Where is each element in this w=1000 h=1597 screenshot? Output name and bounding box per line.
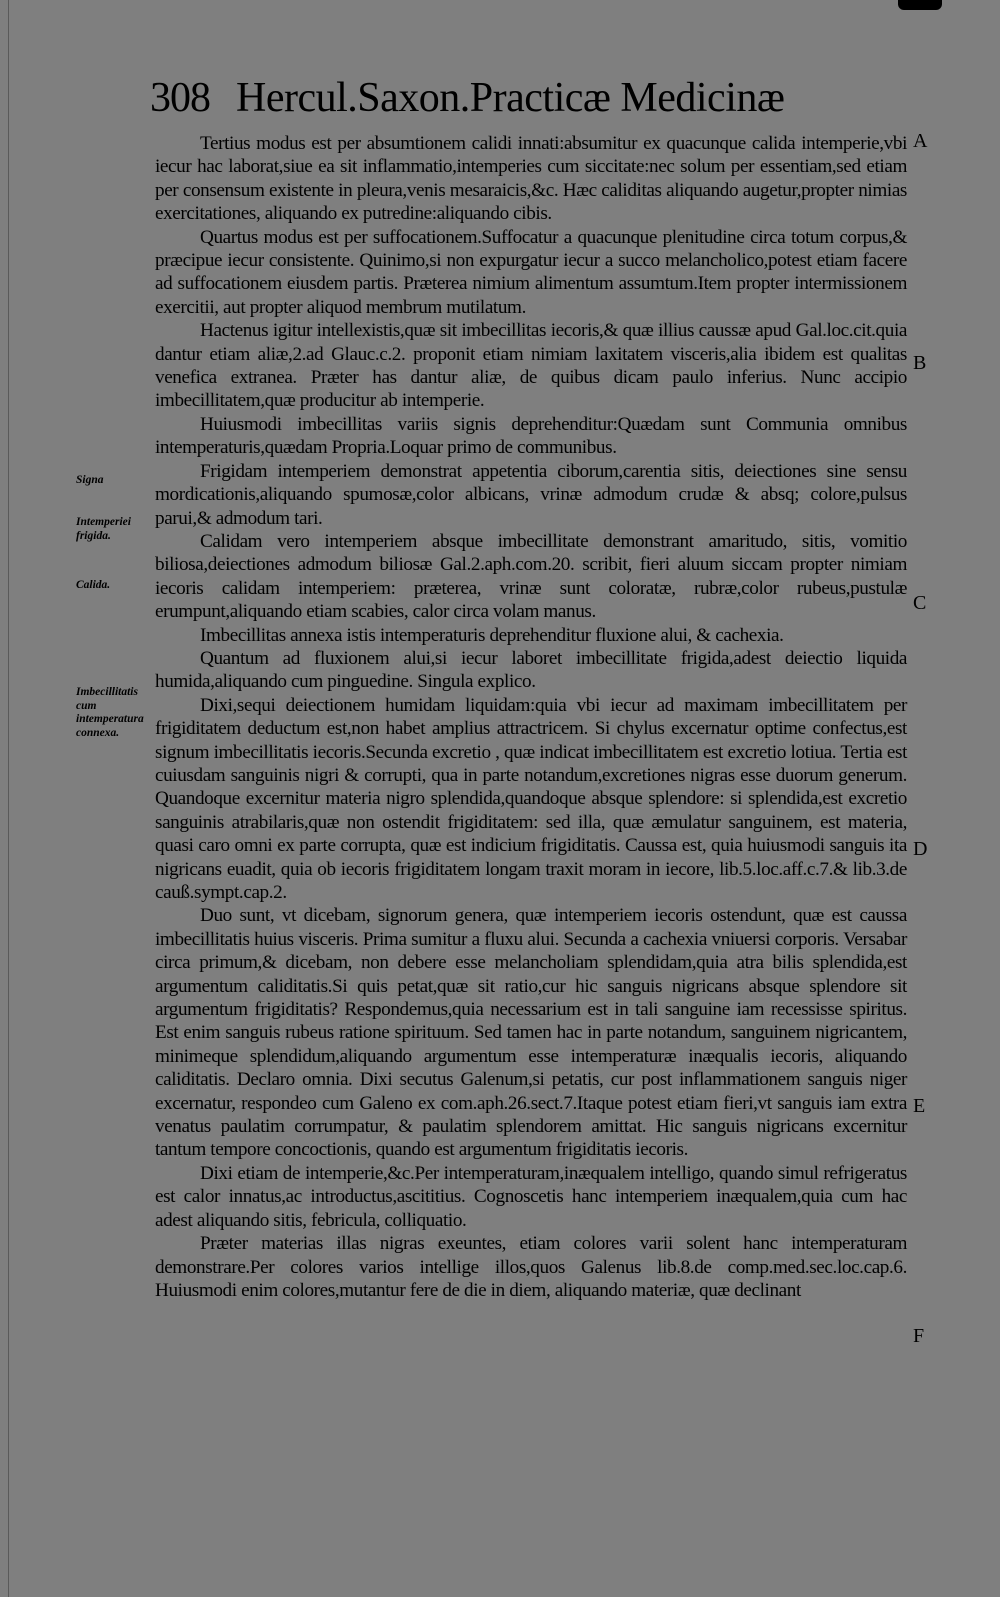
running-head: Hercul.Saxon.Practicæ Medicinæ xyxy=(236,75,785,121)
margin-note-intemperiei-frigidae: Intemperiei frigida. xyxy=(76,516,131,542)
body-text xyxy=(155,132,907,1302)
paragraph: Præter materias illas nigras exeuntes, etiam colores varii solent hanc intemperaturam demonstrare.Per colores varios intellige illos,quos Galenus lib.8.de comp.med.sec.loc.cap.6. Huiusmodi enim colores,mutantur fere de die in diem, aliquando materiæ, quæ declinant xyxy=(155,1233,907,1301)
margin-note-imbecillitatis: Imbecillitatis cum intemperatura connexa. xyxy=(76,686,144,739)
section-letter-b: B xyxy=(913,352,927,374)
corner-ink-mark xyxy=(898,0,942,10)
paragraph: Tertius modus est per absumtionem calidi innati:absumitur ex quacunque calida intemperie,vbi iecur hac laborat,siue ea sit inflammatio,intemperies cum siccitate:nec solum per essentiam,sed etiam per consensum existente in pleura,venis mesaraicis,&c. Hæc caliditas aliquando augetur,propter nimias exercitationes, aliquando ex putredine:aliquando cibis. xyxy=(155,133,907,225)
paragraph: Hactenus igitur intellexistis,quæ sit imbecillitas iecoris,& quæ illius caussæ apud Gal.loc.cit.quia dantur etiam aliæ,2.ad Glauc.c.2. proponit etiam nimiam laxitatem visceris,alia ibidem est qualitas venefica extranea. Præter has dantur aliæ, de quibus dicam paulo inferius. Nunc accipio imbecillitatem,quæ producitur ab intemperie. xyxy=(155,320,907,412)
section-letter-d: D xyxy=(913,838,928,860)
margin-note-calida: Calida. xyxy=(76,579,111,591)
section-letter-a: A xyxy=(913,130,928,152)
section-letter-e: E xyxy=(913,1095,926,1117)
paragraph: Huiusmodi imbecillitas variis signis deprehenditur:Quædam sunt Communia omnibus intemperaturis,quædam Propria.Loquar primo de communibus. xyxy=(155,413,907,459)
section-letter-f: F xyxy=(913,1325,925,1347)
paragraph: Imbecillitas annexa istis intemperaturis deprehenditur fluxione alui, & cachexia. xyxy=(200,624,784,646)
paragraph: Dixi,sequi deiectionem humidam liquidam:quia vbi iecur ad maximam imbecillitatem per frigiditatem deductum est,non habet amplius attractricem. Si chylus excernatur optime confectus,est signum imbecillitatis iecoris.Secunda excretio , quæ indicat imbecillitatem est excretio lotiua. Tertia est cuiusdam sanguinis nigri & corrupti, qua in parte notandum,excretiones nigras esse duorum generum. Quandoque excernitur materia nigro splendida,quandoque absque splendore: si splendida,est excretio sanguinis atrabilaris,quæ non ostendit frigiditatem: sed illa, quæ æmulatur sanguinem, est materia, quasi caro omni ex parte corrupta, quæ est indicium frigiditatis. Caussa est, quia huiusmodi sanguis ita nigricans euadit, quia ob iecoris frigiditatem longam traxit moram in iecore, lib.5.loc.aff.c.7.& lib.3.de cauß.sympt.cap.2. xyxy=(155,694,907,903)
margin-note-signa: Signa xyxy=(76,474,104,486)
paragraph: Frigidam intemperiem demonstrat appetentia ciborum,carentia sitis, deiectiones sine sensu mordicationis,aliquando spumosæ,color albicans, vrinæ admodum crudæ & absq; colore,pulsus parui,& admodum tari. xyxy=(155,460,907,529)
paragraph: Quantum ad fluxionem alui,si iecur laboret imbecillitate frigida,adest deiectio liquida humida,aliquando cum pinguedine. Singula explico. xyxy=(155,647,907,693)
page-header xyxy=(150,74,940,134)
paragraph: Quartus modus est per suffocationem.Suffocatur a quacunque plenitudine circa totum corpus,& præcipue iecur consistente. Quinimo,si non expurgatur iecur a succo melancholico,potest etiam facere ad suffocationem eiusdem partis. Præterea nimium alimentum assumtum.Item propter intermissionem exercitii, aut propter aliquod membrum mutilatum. xyxy=(155,226,907,318)
page-number: 308 xyxy=(150,75,210,121)
section-letter-c: C xyxy=(913,592,927,614)
page-edge-line xyxy=(8,0,9,1597)
paragraph: Calidam vero intemperiem absque imbecillitate demonstrant amaritudo, sitis, vomitio biliosa,deiectiones admodum biliosæ Gal.2.aph.com.20. scribit, fieri aluum siccam propter nimiam iecoris calidam intemperiem: præterea, vrinæ sunt coloratæ, rubræ,color rubeus,pustulæ erumpunt,aliquando etiam scabies, calor circa volam manus. xyxy=(155,530,907,623)
paragraph: Duo sunt, vt dicebam, signorum genera, quæ intemperiem iecoris ostendunt, quæ est caussa imbecillitatis huius visceris. Prima sumitur a fluxu alui. Secunda a cachexia vniuersi corporis. Versabar circa primum,& dicebam, non debere esse melancholiam splendidam,quia atra bilis splendida,est argumentum caliditatis.Si quis petat,quæ sit ratio,cur hic sanguis nigricans absque splendore sit argumentum frigiditatis? Respondemus,quia necessarium est in tali sanguine iam recessisse spiritus. Est enim sanguis rubeus ratione spirituum. Sed tamen hac in parte notandum, sanguinem nigricantem, minimeque splendidum,aliquando argumentum esse intemperaturæ inæqualis iecoris, aliquando caliditatis. Declaro omnia. Dixi secutus Galenum,si petatis, cur post inflammationem sanguis niger excernatur, respondeo cum Galeno ex com.aph.26.sect.7.Itaque potest etiam fieri,vt sanguis iam extra venatus paulatim corrumpatur, & paulatim splendorem amittat. Hic sanguis nigricans excernitur tantum tempore concoctionis, quando est argumentum frigiditatis iecoris. xyxy=(155,905,907,1161)
paragraph: Dixi etiam de intemperie,&c.Per intemperaturam,inæqualem intelligo, quando simul refrigeratus est calor innatus,ac introductus,ascititius. Cognoscetis hanc intemperiem inæqualem,quia cum hac adest aliquando sitis, febricula, colliquatio. xyxy=(155,1162,907,1231)
